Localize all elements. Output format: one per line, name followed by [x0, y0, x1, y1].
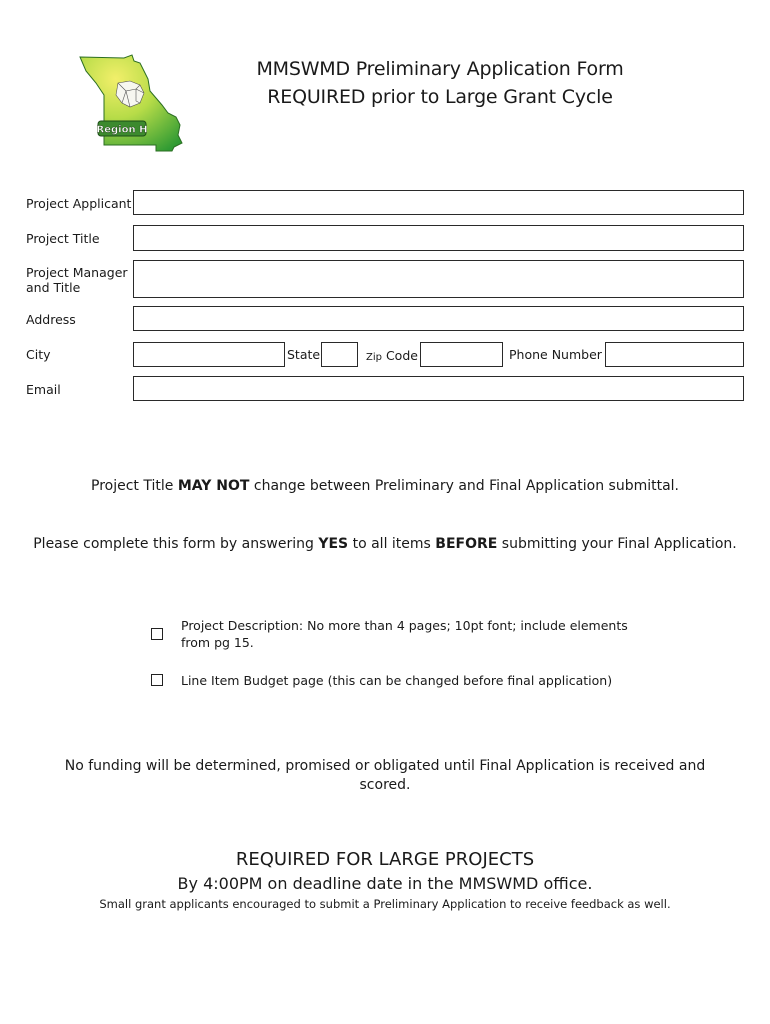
project-description-line2: from pg 15.	[181, 635, 254, 650]
phone-number-field[interactable]	[605, 342, 744, 367]
notice1-bold: MAY NOT	[177, 478, 250, 494]
funding-line1: No funding will be determined, promised or obligated until Final Application is received and	[64, 758, 706, 774]
email-field[interactable]	[133, 376, 744, 401]
region-h-label: Region H	[96, 124, 148, 136]
deadline-text: By 4:00PM on deadline date in the MMSWMD office.	[177, 874, 593, 893]
project-applicant-label: Project Applicant	[26, 196, 132, 211]
notice2-mid: to all items	[348, 536, 436, 552]
project-title-field[interactable]	[133, 225, 744, 251]
project-title-label: Project Title	[26, 231, 100, 246]
email-label: Email	[26, 382, 61, 397]
address-label: Address	[26, 312, 76, 327]
zip-code-field[interactable]	[420, 342, 503, 367]
notice2-yes: YES	[318, 536, 349, 552]
project-title-notice	[0, 478, 770, 494]
state-field[interactable]	[321, 342, 358, 367]
funding-line2: scored.	[359, 777, 411, 793]
project-manager-label: Project Manager	[26, 265, 128, 280]
notice2-post: submitting your Final Application.	[497, 536, 737, 552]
zip-code-label	[366, 348, 418, 366]
required-heading: REQUIRED FOR LARGE PROJECTS	[235, 849, 535, 870]
complete-form-notice	[0, 536, 770, 552]
small-grant-note: Small grant applicants encouraged to submit a Preliminary Application to receive feedback as well.	[99, 897, 671, 911]
notice1-post: change between Preliminary and Final Application submittal.	[249, 478, 679, 494]
zip-label-code: Code	[381, 348, 418, 363]
notice2-pre: Please complete this form by answering	[33, 536, 319, 552]
city-field[interactable]	[133, 342, 285, 367]
project-description-line1: Project Description: No more than 4 pages; 10pt font; include elements	[181, 618, 628, 633]
line-item-budget-item: Line Item Budget page (this can be changed before final application)	[181, 673, 613, 688]
project-description-item	[181, 617, 628, 651]
project-manager-field[interactable]	[133, 260, 744, 298]
notice1-pre: Project Title	[91, 478, 178, 494]
zip-label-small: Zip	[366, 352, 382, 363]
region-h-missouri-logo	[78, 53, 188, 153]
project-applicant-field[interactable]	[133, 190, 744, 215]
form-subtitle: REQUIRED prior to Large Grant Cycle	[267, 86, 613, 108]
address-field[interactable]	[133, 306, 744, 331]
line-item-budget-checkbox[interactable]	[151, 674, 163, 686]
project-manager-label-line2: and Title	[26, 280, 81, 295]
state-label: State	[287, 347, 321, 362]
form-title: MMSWMD Preliminary Application Form	[256, 58, 624, 80]
project-description-checkbox[interactable]	[151, 628, 163, 640]
phone-number-label: Phone Number	[509, 347, 602, 362]
funding-notice	[0, 757, 770, 795]
notice2-before: BEFORE	[435, 536, 498, 552]
city-label: City	[26, 347, 51, 362]
